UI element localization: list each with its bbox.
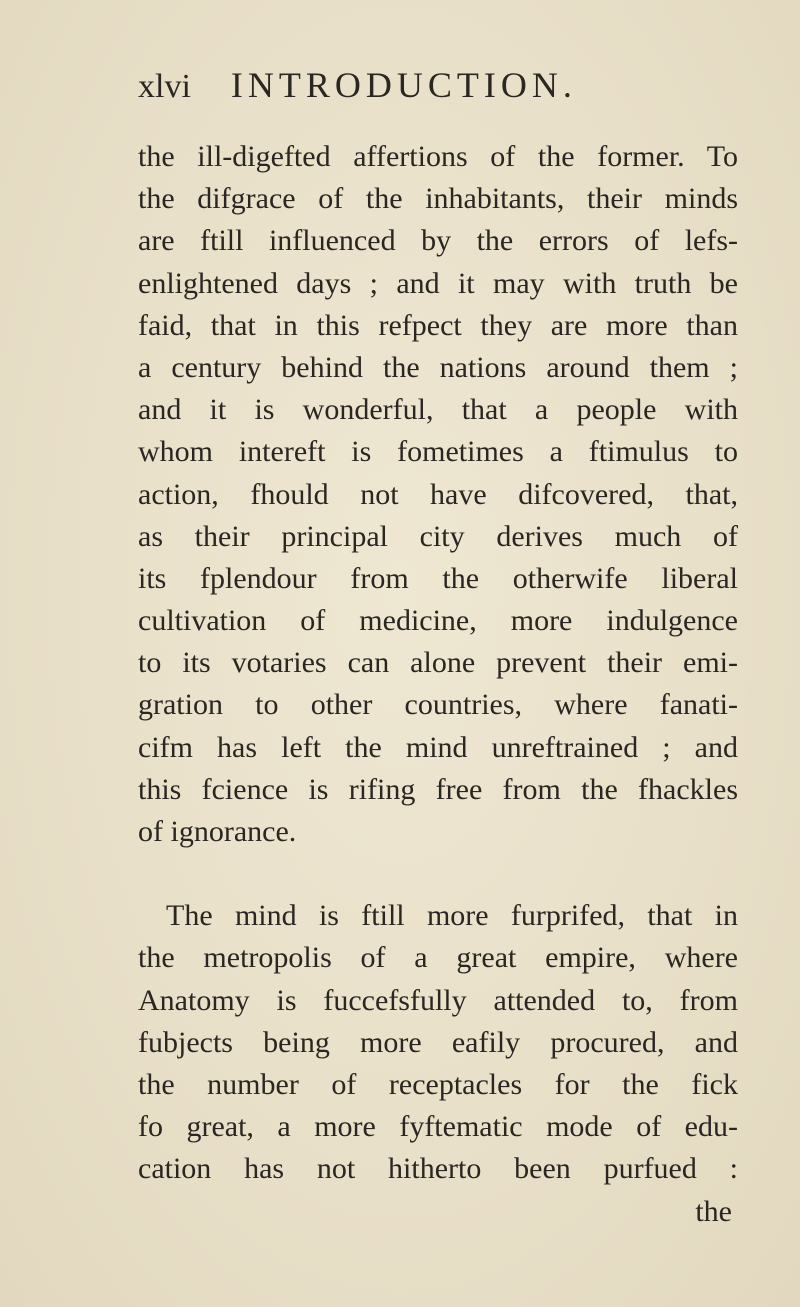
running-head: INTRODUCTION. bbox=[230, 65, 577, 105]
page-number: xlvi bbox=[138, 68, 191, 105]
text-line: faid, that in this refpect they are more than bbox=[138, 308, 738, 342]
text-line: gration to other countries, where fanati- bbox=[138, 688, 738, 722]
text-line: cultivation of medicine, more indulgence bbox=[138, 604, 738, 638]
text-line: and it is wonderful, that a people with bbox=[138, 393, 738, 427]
text-line: the difgrace of the inhabitants, their minds bbox=[138, 182, 738, 216]
text-line: to its votaries can alone prevent their emi- bbox=[138, 646, 738, 680]
text-line: whom intereft is fometimes a ftimulus to bbox=[138, 435, 738, 469]
text-line: cifm has left the mind unreftrained ; and bbox=[138, 730, 738, 764]
paragraph-gap bbox=[138, 853, 738, 895]
text-line: the ill-digefted affertions of the former. To bbox=[138, 140, 738, 173]
text-line: of ignorance. bbox=[138, 815, 297, 848]
text-line: Anatomy is fuccefsfully attended to, from bbox=[138, 983, 738, 1017]
text-line: are ftill influenced by the errors of lefs- bbox=[138, 224, 738, 258]
body-text bbox=[138, 136, 738, 1233]
text-line: fo great, a more fyftematic mode of edu- bbox=[138, 1110, 738, 1144]
text-line: its fplendour from the otherwife liberal bbox=[138, 561, 738, 595]
paragraph-1 bbox=[138, 136, 738, 853]
text-line: The mind is ftill more furprifed, that in bbox=[166, 899, 738, 933]
text-line: this fcience is rifing free from the fhackles bbox=[138, 772, 738, 806]
text-line: enlightened days ; and it may with truth be bbox=[138, 266, 738, 300]
text-line: as their principal city derives much of bbox=[138, 519, 738, 553]
text-line: a century behind the nations around them ; bbox=[138, 350, 738, 384]
text-line: the number of receptacles for the fick bbox=[138, 1067, 738, 1101]
paragraph-2 bbox=[138, 895, 738, 1233]
text-line: cation has not hitherto been purfued : bbox=[138, 1152, 738, 1186]
catchword: the bbox=[695, 1194, 732, 1228]
text-line: fubjects being more eafily procured, and bbox=[138, 1025, 738, 1059]
text-line: the metropolis of a great empire, where bbox=[138, 941, 738, 975]
text-line: action, fhould not have difcovered, that, bbox=[138, 477, 738, 511]
page-header bbox=[138, 64, 658, 114]
